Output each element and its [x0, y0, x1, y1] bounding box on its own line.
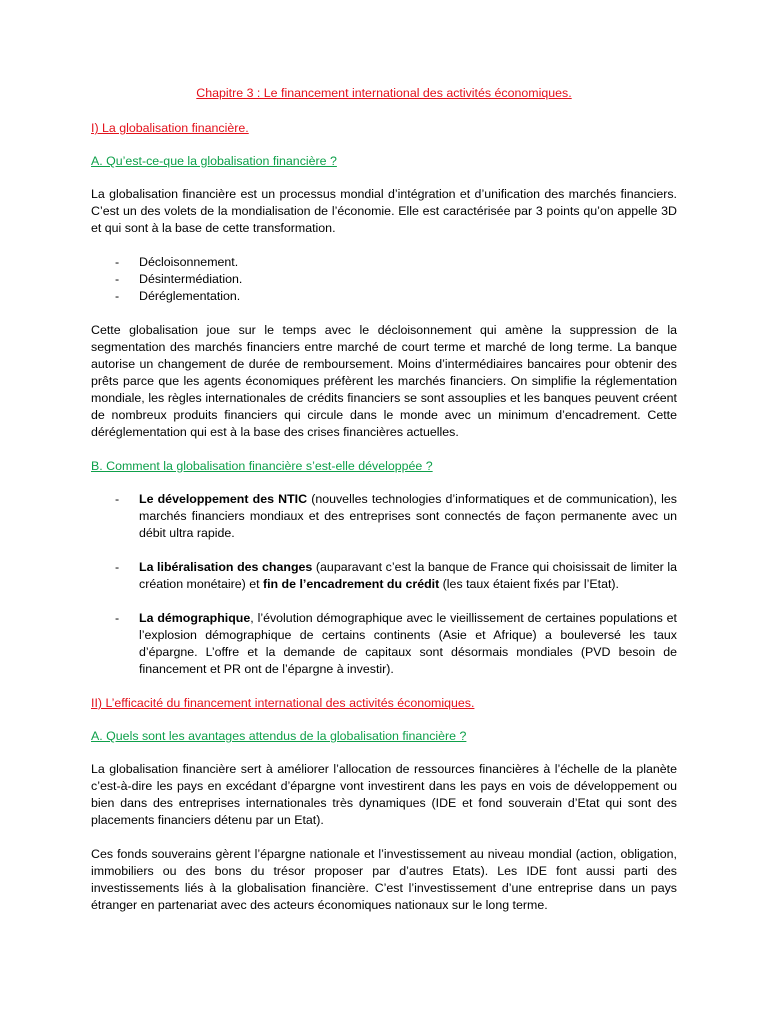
list-item-text: Déréglementation. [139, 289, 241, 303]
bold-term: La démographique [139, 611, 251, 625]
list-item-text: (auparavant c’est la banque de France qui choisissait de limiter la création monétaire) et [139, 560, 677, 591]
part1-heading: I) La globalisation financière. [91, 121, 249, 135]
dash-bullet: - [115, 611, 120, 625]
list-item [91, 610, 677, 678]
part2-heading: II) L’efficacité du financement international des activités économiques. [91, 696, 475, 710]
list-item-text: (les taux étaient fixés par l’Etat). [439, 577, 619, 591]
part2-sectionA-para1: La globalisation financière sert à améliorer l’allocation de ressources financières à l’échelle de la planète c’est-à-dire les pays en excédant d’épargne vont investirent dans les pays en vois de développement ou bien dans des entreprises internationales très dynamiques (IDE et fond souverain d’Etat qui sont des placements financiers détenu par un Etat). [91, 762, 677, 827]
part2-sectionA-para2: Ces fonds souverains gèrent l’épargne nationale et l’investissement au niveau mondial (action, obligation, immobiliers ou des bons du trésor proposer par d’autres Etats). Les IDE font aussi parti des investissements liés à la globalisation financière. C’est l’investissement d’une entreprise dans un pays étranger en partenariat avec des acteurs économiques nationaux sur le long terme. [91, 847, 677, 912]
bold-term: Le développement des NTIC [139, 492, 308, 506]
list-item-text: (nouvelles technologies d’informatiques et de communication), les marchés financiers mondiaux et des entreprises sont connectés de façon permanente avec un débit ultra rapide. [139, 492, 677, 540]
chapter-title: Chapitre 3 : Le financement international des activités économiques. [196, 86, 572, 100]
list-item [91, 271, 677, 288]
list-item [91, 288, 677, 305]
part1-sectionA-heading: A. Qu’est-ce-que la globalisation financière ? [91, 154, 337, 168]
list-item [91, 559, 677, 593]
three-d-list [91, 254, 677, 305]
list-item-text: , l’évolution démographique avec le vieillissement de certaines populations et l’explosion démographique de certains continents (Asie et Afrique) a bouleversé les taux d’épargne. L’offre et la demande de capitaux sont désormais mondiales (PVD besoin de financement et PR ont de l’épargne à investir). [139, 611, 677, 676]
list-item [91, 254, 677, 271]
list-item [91, 491, 677, 542]
dash-bullet: - [115, 492, 120, 506]
part1-sectionB-heading: B. Comment la globalisation financière s’est-elle développée ? [91, 459, 433, 473]
bold-term: La libéralisation des changes [139, 560, 313, 574]
dash-bullet: - [115, 560, 120, 574]
dash-bullet: - [115, 255, 120, 269]
part2-sectionA-heading: A. Quels sont les avantages attendus de la globalisation financière ? [91, 729, 467, 743]
dash-bullet: - [115, 272, 120, 286]
part1-sectionA-intro: La globalisation financière est un processus mondial d’intégration et d’unification des marchés financiers. C’est un des volets de la mondialisation de l’économie. Elle est caractérisée par 3 points qu’on appelle 3D et qui sont à la base de cette transformation. [91, 187, 677, 235]
dash-bullet: - [115, 289, 120, 303]
part1-sectionA-explanation: Cette globalisation joue sur le temps avec le décloisonnement qui amène la suppression de la segmentation des marchés financiers entre marché de court terme et marché de long terme. La banque autorise un changement de durée de remboursement. Moins d’intermédiaires bancaires pour obtenir des prêts parce que les agents économiques préfèrent les marchés financiers. On simplifie la réglementation mondiale, les règles internationales de crédits financiers se sont assouplies et les banques peuvent créent de nombreux produits financiers qui circule dans le monde avec un minimum d’encadrement. Cette déréglementation qui est à la base des crises financières actuelles. [91, 323, 677, 439]
list-item-text: Désintermédiation. [139, 272, 243, 286]
bold-term: fin de l’encadrement du crédit [262, 577, 440, 591]
development-factors-list [91, 491, 677, 678]
list-item-text: Décloisonnement. [139, 255, 239, 269]
